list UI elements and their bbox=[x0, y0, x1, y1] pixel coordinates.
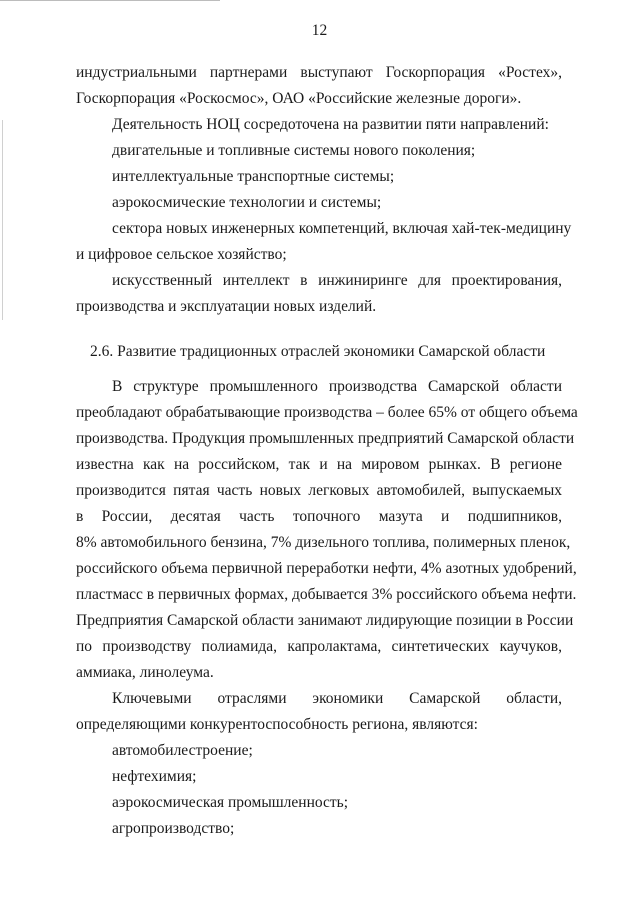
text-line: Госкорпорация «Роскосмос», ОАО «Российские железные дороги». bbox=[76, 90, 522, 107]
scan-edge-mark bbox=[0, 0, 220, 1]
text-line: определяющими конкурентоспособность региона, являются: bbox=[76, 716, 478, 733]
text-line: 8% автомобильного бензина, 7% дизельного топлива, полимерных пленок, bbox=[76, 534, 571, 551]
list-item: агропроизводство; bbox=[112, 820, 235, 837]
list-item: нефтехимия; bbox=[112, 768, 197, 785]
list-item: двигательные и топливные системы нового поколения; bbox=[112, 142, 476, 159]
text-line: известна как на российском, так и на мировом рынках. В регионе bbox=[76, 456, 562, 473]
list-item: автомобилестроение; bbox=[112, 742, 253, 759]
text-line: пластмасс в первичных формах, добывается 3% российского объема нефти. bbox=[76, 586, 577, 603]
page-number: 12 bbox=[311, 22, 328, 39]
text-line: индустриальными партнерами выступают Госкорпорация «Ростех», bbox=[76, 64, 562, 81]
text-line: аммиака, линолеума. bbox=[76, 664, 214, 681]
text-line: и цифровое сельское хозяйство; bbox=[76, 246, 287, 263]
text-line: производится пятая часть новых легковых автомобилей, выпускаемых bbox=[76, 482, 562, 499]
text-line: производства и эксплуатации новых изделий. bbox=[76, 298, 377, 315]
list-item: аэрокосмическая промышленность; bbox=[112, 794, 349, 811]
text-line: в России, десятая часть топочного мазута и подшипников, bbox=[76, 508, 562, 525]
scan-edge-mark bbox=[2, 120, 3, 320]
list-item: сектора новых инженерных компетенций, включая хай-тек-медицину bbox=[112, 220, 572, 237]
text-line: Деятельность НОЦ сосредоточена на развитии пяти направлений: bbox=[112, 116, 549, 133]
text-line: производства. Продукция промышленных предприятий Самарской области bbox=[76, 430, 575, 447]
text-line: по производству полиамида, капролактама, синтетических каучуков, bbox=[76, 638, 562, 655]
text-line: Предприятия Самарской области занимают лидирующие позиции в России bbox=[76, 612, 574, 629]
list-item: аэрокосмические технологии и системы; bbox=[112, 194, 382, 211]
text-line: преобладают обрабатывающие производства – более 65% от общего объема bbox=[76, 404, 578, 421]
section-heading: 2.6. Развитие традиционных отраслей экономики Самарской области bbox=[90, 343, 546, 360]
text-line: российского объема первичной переработки нефти, 4% азотных удобрений, bbox=[76, 560, 577, 577]
text-line: В структуре промышленного производства Самарской области bbox=[112, 378, 562, 395]
list-item: искусственный интеллект в инжиниринге для проектирования, bbox=[112, 272, 562, 289]
text-line: Ключевыми отраслями экономики Самарской области, bbox=[112, 690, 562, 707]
list-item: интеллектуальные транспортные системы; bbox=[112, 168, 395, 185]
